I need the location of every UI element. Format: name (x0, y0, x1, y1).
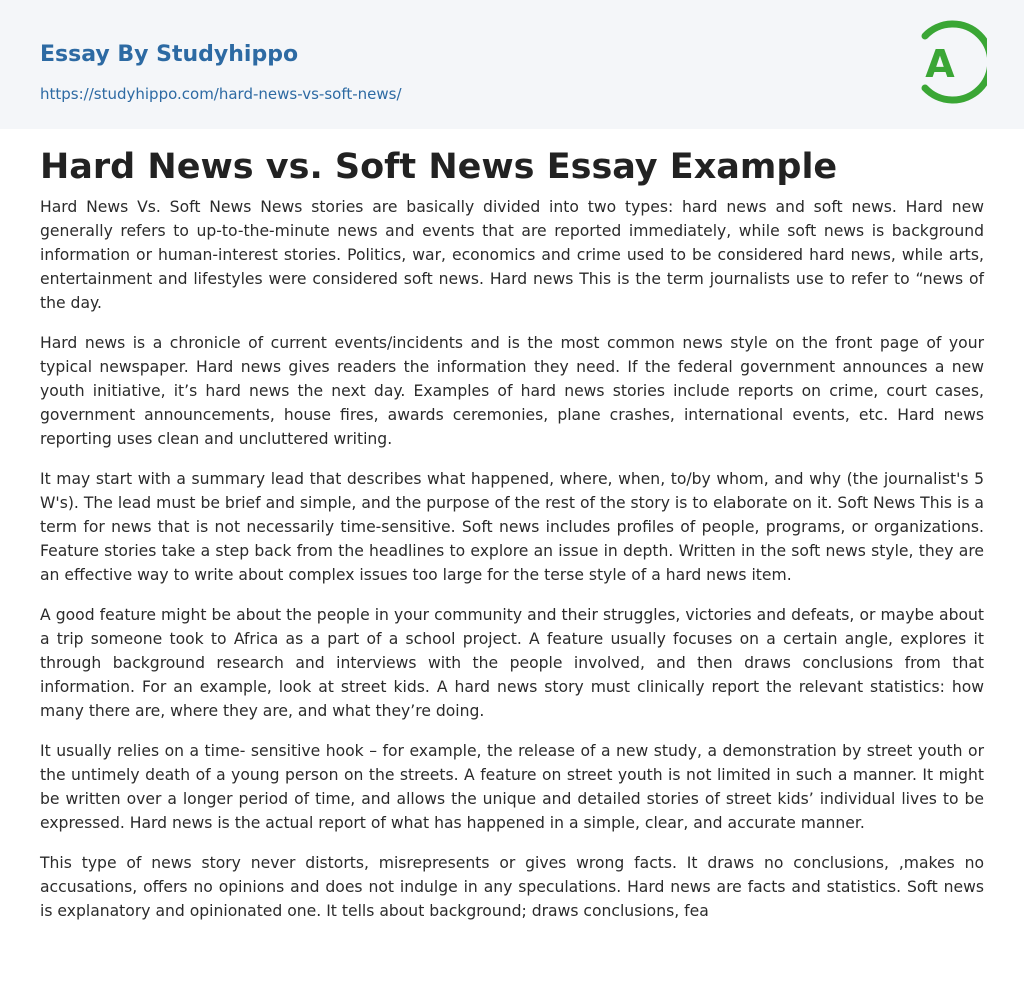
article-paragraph-2: Hard news is a chronicle of current events/incidents and is the most common news style on the front page of your typical newspaper. Hard news gives readers the information they need. If the federal government announces a new youth initiative, it’s hard news the next day. Examples of hard news stories include reports on crime, court cases, government announcements, house fires, awards ceremonies, plane crashes, international events, etc. Hard news reporting uses clean and uncluttered writing. (40, 334, 984, 449)
logo-ring-icon (909, 18, 987, 106)
logo-letter: A (925, 42, 955, 86)
essay-url-link[interactable]: https://studyhippo.com/hard-news-vs-soft-news/ (40, 85, 402, 103)
article-body (0, 129, 1024, 923)
studyhippo-logo-icon[interactable] (909, 18, 987, 106)
article-paragraph-6: This type of news story never distorts, misrepresents or gives wrong facts. It draws no conclusions, ,makes no accusations, offers no opinions and does not indulge in any speculations. Hard news are facts and statistics. Soft news is explanatory and opinionated one. It tells about background; draws conclusions, fea (40, 854, 984, 921)
article-paragraph-5: It usually relies on a time- sensitive hook – for example, the release of a new study, a demonstration by street youth or the untimely death of a young person on the streets. A feature on street youth is not limited in such a manner. It might be written over a longer period of time, and allows the unique and detailed stories of street kids’ individual lives to be expressed. Hard news is the actual report of what has happened in a simple, clear, and accurate manner. (40, 742, 984, 833)
article-paragraph-4: A good feature might be about the people in your community and their struggles, victories and defeats, or maybe about a trip someone took to Africa as a part of a school project. A feature usually focuses on a certain angle, explores it through background research and interviews with the people involved, and then draws conclusions from that information. For an example, look at street kids. A hard news story must clinically report the relevant statistics: how many there are, where they are, and what they’re doing. (40, 606, 984, 721)
article-paragraph-1: Hard News Vs. Soft News News stories are basically divided into two types: hard news and soft news. Hard new generally refers to up-to-the-minute news and events that are reported immediately, while soft news is background information or human-interest stories. Politics, war, economics and crime used to be considered hard news, while arts, entertainment and lifestyles were considered soft news. Hard news This is the term journalists use to refer to “news of the day. (40, 198, 984, 313)
site-title: Essay By Studyhippo (40, 42, 299, 67)
page-header (0, 0, 1024, 129)
page-title: Hard News vs. Soft News Essay Example (40, 147, 838, 187)
article-paragraph-3: It may start with a summary lead that describes what happened, where, when, to/by whom, and why (the journalist's 5 W's). The lead must be brief and simple, and the purpose of the rest of the story is to elaborate on it. Soft News This is a term for news that is not necessarily time-sensitive. Soft news includes profiles of people, programs, or organizations. Feature stories take a step back from the headlines to explore an issue in depth. Written in the soft news style, they are an effective way to write about complex issues too large for the terse style of a hard news item. (40, 470, 984, 585)
